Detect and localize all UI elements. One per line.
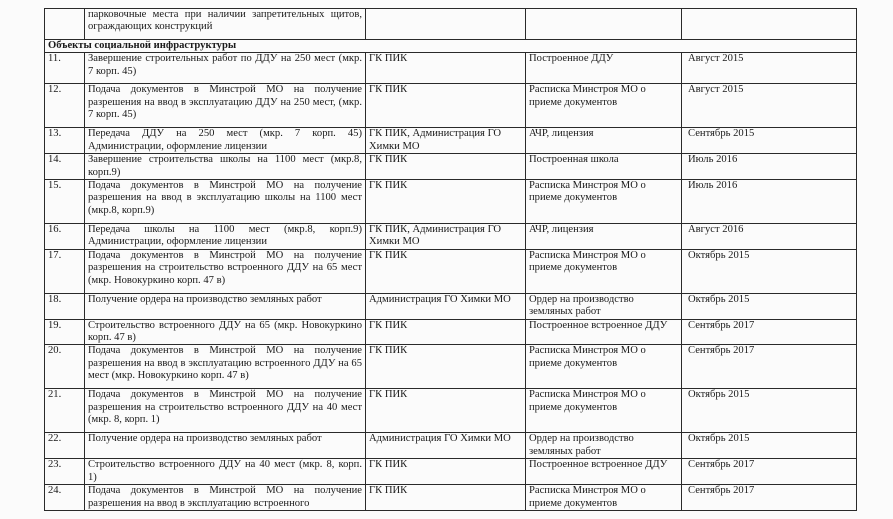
cell-task: Подача документов в Минстрой МО на получение разрешения на ввод в эксплуатацию встроенного ДДУ на 65 мест (мкр. Новокуркино корп. 47 в) [85,345,366,389]
cell-resp: ГК ПИК, Администрация ГО Химки МО [366,224,526,250]
cell-result: Построенное встроенное ДДУ [526,459,682,485]
table-row [45,128,857,154]
table-row [45,249,857,293]
cell-task: Подача документов в Минстрой МО на получение разрешения на строительство встроенного ДДУ на 65 мест (мкр. Новокуркино корп. 47 в) [85,249,366,293]
cell-task: Подача документов в Минстрой МО на получение разрешения на строительство встроенного ДДУ на 40 мест (мкр. 8, корп. 1) [85,389,366,433]
cell-resp: ГК ПИК [366,389,526,433]
cell-date: Сентябрь 2017 [682,459,857,485]
cell-task: Подача документов в Минстрой МО на получение разрешения на ввод в эксплуатацию школы на 1100 мест (мкр.8, корп.9) [85,180,366,224]
cell-num: 21. [45,389,85,433]
table-row [45,389,857,433]
cell-date: Октябрь 2015 [682,293,857,319]
cell-resp: Администрация ГО Химки МО [366,433,526,459]
table-row [45,84,857,128]
table-row [45,433,857,459]
cell-num: 22. [45,433,85,459]
table-row [45,224,857,250]
table-row [45,154,857,180]
cell-date: Сентябрь 2017 [682,345,857,389]
cell-num: 16. [45,224,85,250]
table-row [45,319,857,345]
cell-resp: ГК ПИК [366,53,526,84]
cell-date: Сентябрь 2015 [682,128,857,154]
cell-resp: ГК ПИК [366,485,526,511]
section-title: Объекты социальной инфраструктуры [45,40,857,53]
cell-num: 17. [45,249,85,293]
section-header-row [45,40,857,53]
cell-result: Ордер на производство земляных работ [526,293,682,319]
cell-result: Построенное ДДУ [526,53,682,84]
cell-resp: ГК ПИК [366,345,526,389]
cell-date: Июль 2016 [682,180,857,224]
cell-task: Передача ДДУ на 250 мест (мкр. 7 корп. 45) Администрации, оформление лицензии [85,128,366,154]
cell-date: Август 2015 [682,84,857,128]
cell-task: Получение ордера на производство земляных работ [85,433,366,459]
cell-task: Подача документов в Минстрой МО на получение разрешения на ввод в эксплуатацию встроенного [85,485,366,511]
cell-date: Октябрь 2015 [682,249,857,293]
cell-num: 13. [45,128,85,154]
cell-resp: ГК ПИК [366,319,526,345]
cell-task: Подача документов в Минстрой МО на получение разрешения на ввод в эксплуатацию ДДУ на 250 мест, (мкр. 7 корп. 45) [85,84,366,128]
cell-num: 11. [45,53,85,84]
cell-resp [366,9,526,40]
cell-date: Сентябрь 2017 [682,319,857,345]
cell-result: Расписка Минстроя МО о приеме документов [526,345,682,389]
cell-result: Расписка Минстроя МО о приеме документов [526,389,682,433]
cell-date: Сентябрь 2017 [682,485,857,511]
cell-result: Расписка Минстроя МО о приеме документов [526,485,682,511]
cell-task: парковочные места при наличии запретительных щитов, ограждающих конструкций [85,9,366,40]
cell-result: АЧР, лицензия [526,128,682,154]
cell-date [682,9,857,40]
cell-task: Строительство встроенного ДДУ на 65 (мкр. Новокуркино корп. 47 в) [85,319,366,345]
cell-resp: ГК ПИК [366,180,526,224]
cell-result: Расписка Минстроя МО о приеме документов [526,84,682,128]
continuation-row [45,9,857,40]
cell-date: Октябрь 2015 [682,389,857,433]
cell-task: Строительство встроенного ДДУ на 40 мест (мкр. 8, корп. 1) [85,459,366,485]
cell-resp: ГК ПИК [366,84,526,128]
cell-task: Завершение строительства школы на 1100 мест (мкр.8, корп.9) [85,154,366,180]
table-row [45,485,857,511]
cell-result [526,9,682,40]
cell-resp: Администрация ГО Химки МО [366,293,526,319]
cell-result: Расписка Минстроя МО о приеме документов [526,249,682,293]
table-row [45,293,857,319]
cell-result: Ордер на производство земляных работ [526,433,682,459]
cell-resp: ГК ПИК, Администрация ГО Химки МО [366,128,526,154]
schedule-table [44,8,857,511]
cell-result: АЧР, лицензия [526,224,682,250]
table-row [45,345,857,389]
cell-num: 15. [45,180,85,224]
cell-num: 23. [45,459,85,485]
cell-task: Передача школы на 1100 мест (мкр.8, корп.9) Администрации, оформление лицензии [85,224,366,250]
cell-task: Получение ордера на производство земляных работ [85,293,366,319]
cell-num: 12. [45,84,85,128]
cell-result: Построенная школа [526,154,682,180]
table-row [45,459,857,485]
cell-resp: ГК ПИК [366,154,526,180]
cell-resp: ГК ПИК [366,459,526,485]
cell-date: Август 2016 [682,224,857,250]
table-row [45,180,857,224]
cell-num: 19. [45,319,85,345]
cell-date: Август 2015 [682,53,857,84]
cell-result: Расписка Минстроя МО о приеме документов [526,180,682,224]
cell-result: Построенное встроенное ДДУ [526,319,682,345]
cell-date: Октябрь 2015 [682,433,857,459]
cell-date: Июль 2016 [682,154,857,180]
cell-resp: ГК ПИК [366,249,526,293]
cell-num: 18. [45,293,85,319]
cell-num: 24. [45,485,85,511]
table-row [45,53,857,84]
cell-num: 20. [45,345,85,389]
schedule-table-body [45,9,857,511]
cell-num [45,9,85,40]
cell-task: Завершение строительных работ по ДДУ на 250 мест (мкр. 7 корп. 45) [85,53,366,84]
cell-num: 14. [45,154,85,180]
